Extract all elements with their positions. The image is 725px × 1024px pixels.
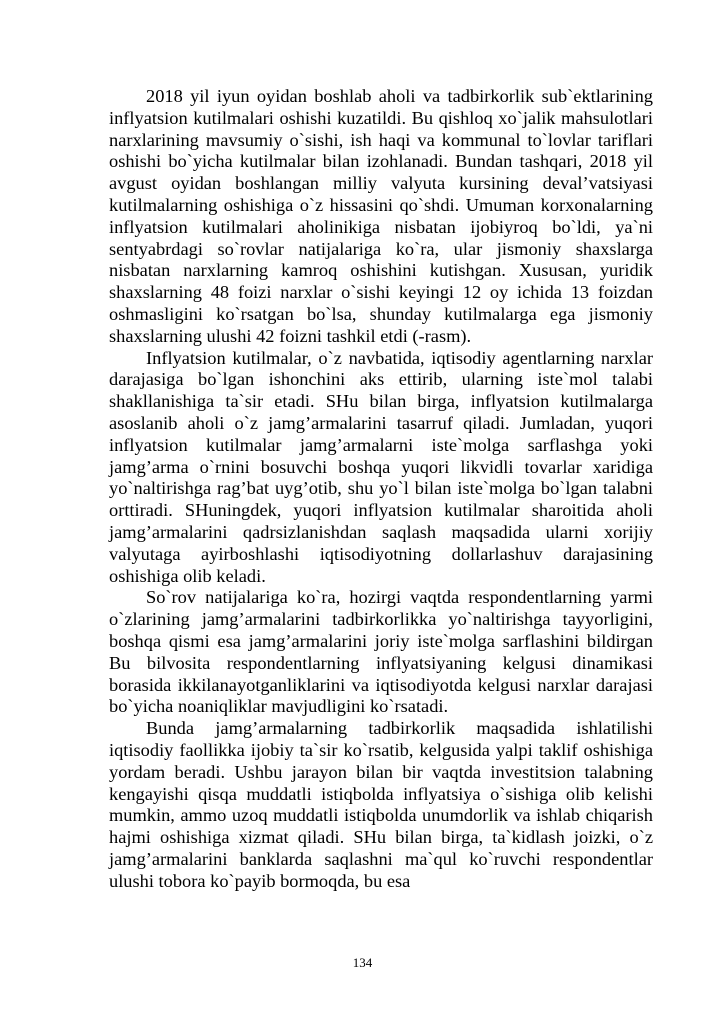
paragraph-3: So`rov natijalariga ko`ra, hozirgi vaqtda respondentlarning yarmi o`zlarining jamg’armalarini tadbirkorlikka yo`naltirishga tayyorligini, boshqa qismi esa jamg’armalarini joriy iste`molga sarflashini bildirgan Bu bilvosita respondentlarning inflyatsiyaning kelgusi dinamikasi borasida ikkilanayotganliklarini va iqtisodiyotda kelgusi narxlar darajasi bo`yicha noaniqliklar mavjudligini ko`rsatadi. (109, 587, 653, 717)
body-text (109, 86, 653, 892)
paragraph-4: Bunda jamg’armalarning tadbirkorlik maqsadida ishlatilishi iqtisodiy faollikka ijobiy ta`sir ko`rsatib, kelgusida yalpi taklif oshishiga yordam beradi. Ushbu jarayon bilan bir vaqtda investitsion talabning kengayishi qisqa muddatli istiqbolda inflyatsiya o`sishiga olib kelishi mumkin, ammo uzoq muddatli istiqbolda unumdorlik va ishlab chiqarish hajmi oshishiga xizmat qiladi. SHu bilan birga, ta`kidlash joizki, o`z jamg’armalarini banklarda saqlashni ma`qul ko`ruvchi respondentlar ulushi tobora ko`payib bormoqda, bu esa (109, 718, 653, 891)
page-number: 134 (352, 955, 373, 970)
paragraph-2: Inflyatsion kutilmalar, o`z navbatida, iqtisodiy agentlarning narxlar darajasiga bo`lgan ishonchini aks ettirib, ularning iste`mol talabi shakllanishiga ta`sir etadi. SHu bilan birga, inflyatsion kutilmalarga asoslanib aholi o`z jamg’armalarini tasarruf qiladi. Jumladan, yuqori inflyatsion kutilmalar jamg’armalarni iste`molga sarflashga yoki jamg’arma o`rnini bosuvchi boshqa yuqori likvidli tovarlar xaridiga yo`naltirishga rag’bat uyg’otib, shu yo`l bilan iste`molga bo`lgan talabni orttiradi. SHuningdek, yuqori inflyatsion kutilmalar sharoitida aholi jamg’armalarini qadrsizlanishdan saqlash maqsadida ularni xorijiy valyutaga ayirboshlashi iqtisodiyotning dollarlashuv darajasining oshishiga olib keladi. (109, 347, 653, 586)
paragraph-1: 2018 yil iyun oyidan boshlab aholi va tadbirkorlik sub`ektlarining inflyatsion kutilmalari oshishi kuzatildi. Bu qishloq xo`jalik mahsulotlari narxlarining mavsumiy o`sishi, ish haqi va kommunal to`lovlar tariflari oshishi bo`yicha kutilmalar bilan izohlanadi. Bundan tashqari, 2018 yil avgust oyidan boshlangan milliy valyuta kursining deval’vatsiyasi kutilmalarning oshishiga o`z hissasini qo`shdi. Umuman korxonalarning inflyatsion kutilmalari aholinikiga nisbatan ijobiyroq bo`ldi, ya`ni sentyabrdagi so`rovlar natijalariga ko`ra, ular jismoniy shaxslarga nisbatan narxlarning kamroq oshishini kutishgan. Xususan, yuridik shaxslarning 48 foizi narxlar o`sishi keyingi 12 oy ichida 13 foizdan oshmasligini ko`rsatgan bo`lsa, shunday kutilmalarga ega jismoniy shaxslarning ulushi 42 foizni tashkil etdi (-rasm). (109, 86, 653, 346)
